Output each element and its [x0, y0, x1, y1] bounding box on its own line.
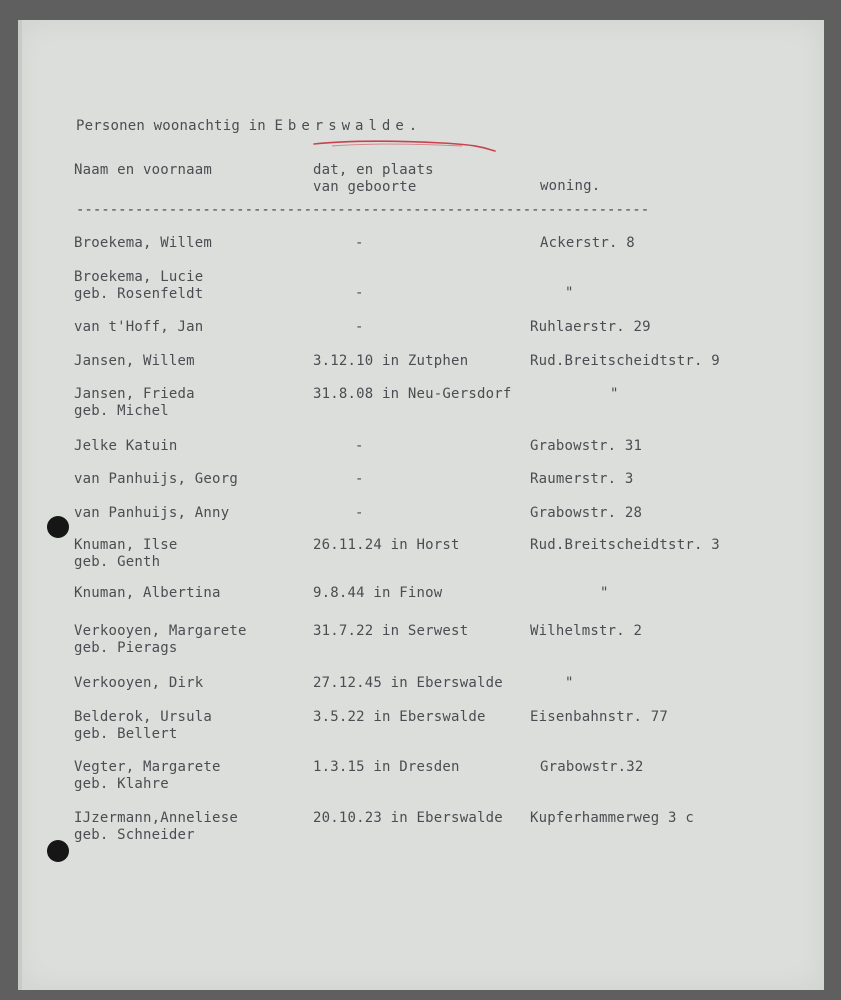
title-prefix: Personen woonachtig in — [76, 118, 266, 134]
residence-address: " — [610, 386, 619, 402]
residence-address: Grabowstr.32 — [540, 759, 644, 775]
document-title — [76, 118, 422, 135]
residence-address: Kupferhammerweg 3 c — [530, 810, 694, 826]
person-name: Verkooyen, Margarete — [74, 623, 247, 639]
birth-date-place: - — [355, 235, 364, 251]
person-name: Jelke Katuin — [74, 438, 178, 454]
person-name: van Panhuijs, Anny — [74, 505, 230, 521]
residence-address: Ackerstr. 8 — [540, 235, 635, 251]
person-name: van Panhuijs, Georg — [74, 471, 238, 487]
person-maiden-name: geb. Michel — [74, 403, 169, 419]
birth-date-place: 27.12.45 in Eberswalde — [313, 675, 503, 691]
red-pencil-underline — [312, 137, 497, 153]
person-maiden-name: geb. Klahre — [74, 776, 169, 792]
birth-date-place: - — [355, 438, 364, 454]
header-residence: woning. — [540, 178, 601, 194]
person-name: Jansen, Willem — [74, 353, 195, 369]
person-name: Belderok, Ursula — [74, 709, 213, 725]
residence-address: " — [565, 285, 574, 301]
person-name: IJzermann,Anneliese — [74, 810, 238, 826]
residence-address: " — [565, 675, 574, 691]
residence-address: Ruhlaerstr. 29 — [530, 319, 651, 335]
header-birth — [313, 162, 434, 196]
birth-date-place: - — [355, 319, 364, 335]
person-name: Vegter, Margarete — [74, 759, 221, 775]
person-maiden-name: geb. Pierags — [74, 640, 178, 656]
residence-address: Wilhelmstr. 2 — [530, 623, 643, 639]
title-place: Eberswalde. — [274, 118, 423, 134]
birth-date-place: - — [355, 505, 364, 521]
punch-hole — [47, 516, 69, 538]
residence-address: Grabowstr. 31 — [530, 438, 643, 454]
person-name: Knuman, Albertina — [74, 585, 221, 601]
residence-address: Raumerstr. 3 — [530, 471, 634, 487]
person-name: Knuman, Ilse — [74, 537, 178, 553]
birth-date-place: 31.7.22 in Serwest — [313, 623, 469, 639]
person-name: Broekema, Lucie — [74, 269, 204, 285]
header-name: Naam en voornaam — [74, 162, 213, 178]
residence-address: Grabowstr. 28 — [530, 505, 643, 521]
person-maiden-name: geb. Genth — [74, 554, 161, 570]
birth-date-place: - — [355, 285, 364, 301]
paper-edge — [18, 20, 22, 990]
person-name: Jansen, Frieda — [74, 386, 195, 402]
birth-date-place: 3.5.22 in Eberswalde — [313, 709, 486, 725]
person-maiden-name: geb. Rosenfeldt — [74, 286, 204, 302]
header-separator: -------------------------------------------------------------------- — [76, 202, 650, 218]
person-name: Broekema, Willem — [74, 235, 213, 251]
birth-date-place: 31.8.08 in Neu-Gersdorf — [313, 386, 512, 402]
birth-date-place: 9.8.44 in Finow — [313, 585, 443, 601]
birth-date-place: 1.3.15 in Dresden — [313, 759, 460, 775]
person-name: Verkooyen, Dirk — [74, 675, 204, 691]
residence-address: Rud.Breitscheidtstr. 3 — [530, 537, 720, 553]
person-name: van t'Hoff, Jan — [74, 319, 204, 335]
person-maiden-name: geb. Schneider — [74, 827, 195, 843]
person-maiden-name: geb. Bellert — [74, 726, 178, 742]
residence-address: " — [600, 585, 609, 601]
header-birth-line1: dat, en plaats — [313, 162, 434, 178]
birth-date-place: - — [355, 471, 364, 487]
birth-date-place: 3.12.10 in Zutphen — [313, 353, 469, 369]
birth-date-place: 20.10.23 in Eberswalde — [313, 810, 503, 826]
residence-address: Eisenbahnstr. 77 — [530, 709, 669, 725]
header-birth-line2: van geboorte — [313, 179, 417, 195]
birth-date-place: 26.11.24 in Horst — [313, 537, 460, 553]
punch-hole — [47, 840, 69, 862]
residence-address: Rud.Breitscheidtstr. 9 — [530, 353, 720, 369]
